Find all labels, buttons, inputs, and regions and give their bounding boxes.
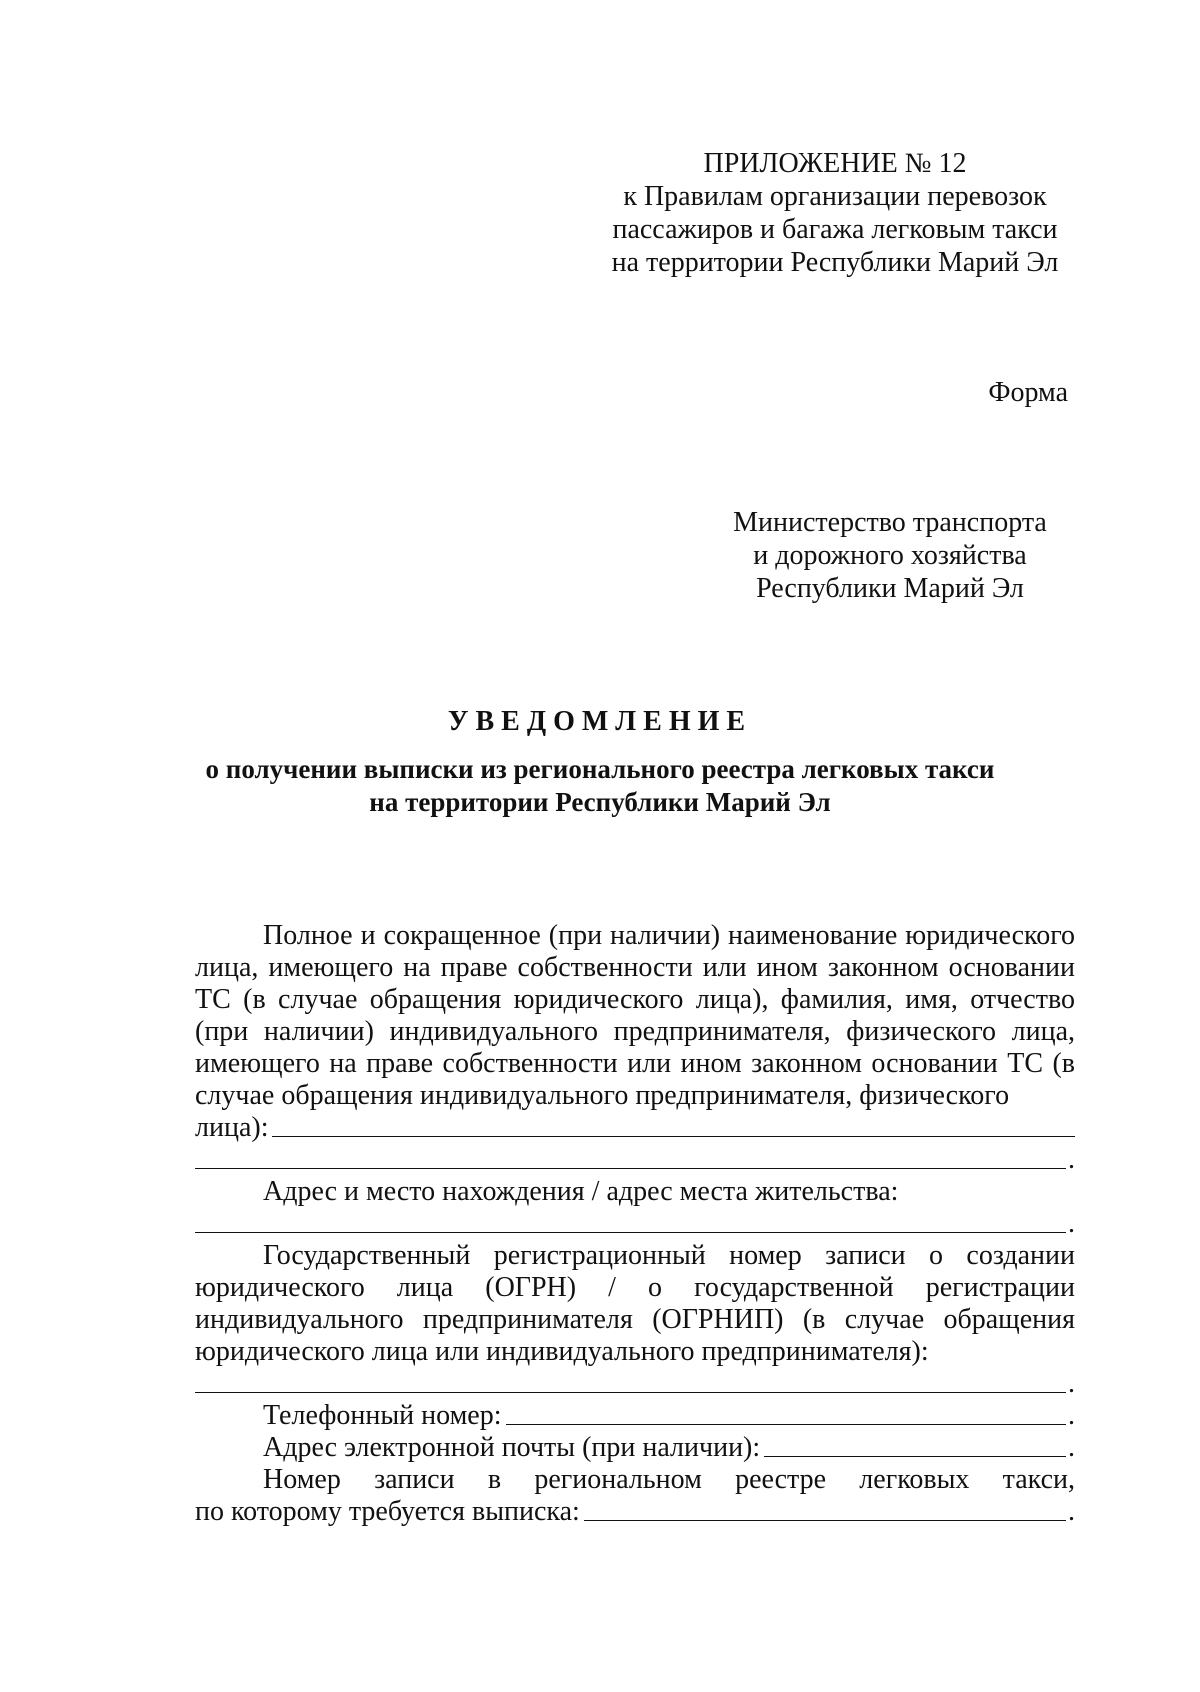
form-body — [195, 920, 1075, 1528]
ogrn-blank[interactable] — [195, 1392, 1066, 1393]
address-field-row — [195, 1208, 1075, 1240]
addressee-line: Республики Марий Эл — [756, 573, 1024, 604]
address-label-row — [195, 1176, 1075, 1208]
applicant-name-blank[interactable] — [272, 1136, 1075, 1137]
phone-blank[interactable] — [506, 1424, 1067, 1425]
address-label: Адрес и место нахождения / адрес места жительства: — [263, 1176, 899, 1207]
period: . — [1068, 1400, 1075, 1431]
applicant-name-blank-2[interactable] — [195, 1168, 1066, 1169]
subtitle-line: на территории Республики Марий Эл — [369, 787, 831, 817]
addressee-line: Министерство транспорта — [733, 507, 1047, 538]
appendix-line: к Правилам организации перевозок — [623, 181, 1047, 212]
email-label: Адрес электронной почты (при наличии): — [263, 1432, 761, 1463]
period: . — [1068, 1496, 1075, 1527]
record-number-field-row — [195, 1496, 1075, 1528]
record-number-label-tail: по которому требуется выписка: — [195, 1496, 580, 1527]
ogrn-description: Государственный регистрационный номер записи о создании юридического лица (ОГРН) / о государственной регистрации индивидуального предпринимателя (ОГРНИП) (в случае обращения юридического лица или индивидуального предпринимателя): — [195, 1240, 1075, 1367]
form-label: Форма — [988, 377, 1068, 408]
period: . — [1068, 1432, 1075, 1463]
document-title: УВЕДОМЛЕНИЕ — [447, 706, 753, 737]
document-subtitle — [0, 753, 1200, 819]
period: . — [1068, 1144, 1075, 1175]
period: . — [1068, 1368, 1075, 1399]
addressee-line: и дорожного хозяйства — [753, 540, 1027, 571]
ogrn-field-row — [195, 1368, 1075, 1400]
appendix-line: пассажиров и багажа легковым такси — [612, 214, 1058, 245]
subtitle-line: о получении выписки из регионального реестра легковых такси — [205, 754, 995, 784]
appendix-line: на территории Республики Марий Эл — [611, 247, 1059, 278]
addressee-block — [700, 506, 1080, 605]
record-number-blank[interactable] — [584, 1520, 1066, 1521]
applicant-name-field-row-2 — [195, 1144, 1075, 1176]
applicant-name-tail: лица): — [195, 1112, 269, 1143]
appendix-header — [590, 147, 1080, 279]
email-blank[interactable] — [764, 1456, 1066, 1457]
phone-field-row — [195, 1400, 1075, 1432]
phone-label: Телефонный номер: — [263, 1400, 502, 1431]
appendix-number: ПРИЛОЖЕНИЕ № 12 — [703, 148, 967, 179]
applicant-name-field-row — [195, 1112, 1075, 1144]
applicant-name-description: Полное и сокращенное (при наличии) наименование юридического лица, имеющего на праве собственности или ином законном основании ТС (в случае обращения юридического лица), фамилия, имя, отчество (при наличии) индивидуального предпринимателя, физического лица, имеющего на праве собственности или ином законном основании ТС (в случае обращения индивидуального предпринимателя, физического — [195, 920, 1075, 1111]
record-number-label: Номер записи в региональном реестре легковых такси, — [263, 1464, 1075, 1495]
email-field-row — [195, 1432, 1075, 1464]
address-blank[interactable] — [195, 1232, 1066, 1233]
period: . — [1068, 1208, 1075, 1239]
